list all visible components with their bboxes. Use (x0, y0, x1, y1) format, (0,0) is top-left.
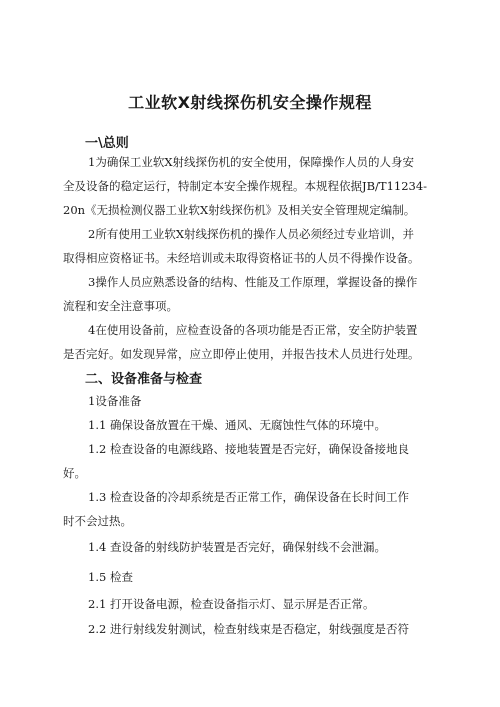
document-title: 工业软X射线探伤机安全操作规程 (128, 93, 372, 112)
paragraph-line: 1.2 检查设备的电源线路、接地装置是否完好，确保设备接地良 (88, 442, 409, 456)
paragraph-line: 好。 (63, 466, 86, 480)
paragraph-line: 2.1 打开设备电源，检查设备指示灯、显示屏是否正常。 (88, 597, 375, 611)
paragraph-line: 时不会过热。 (63, 514, 132, 528)
paragraph-line: 20n《无损检测仪器工业软X射线探伤机》及相关安全管理规定编制。 (63, 203, 416, 217)
section-heading-equipment: 二、设备准备与检查 (85, 372, 203, 387)
paragraph-line: 1.4 查设备的射线防护装置是否完好，确保射线不会泄漏。 (88, 540, 386, 554)
paragraph-line: 1.3 检查设备的冷却系统是否正常工作，确保设备在长时间工作 (88, 490, 409, 504)
paragraph-line: 1.1 确保设备放置在干燥、通风、无腐蚀性气体的环境中。 (88, 418, 386, 432)
paragraph-line: 1.5 检查 (88, 570, 133, 584)
paragraph-line: 全及设备的稳定运行，特制定本安全操作规程。本规程依据JB/T11234- (63, 179, 428, 193)
paragraph-line: 2.2 进行射线发射测试，检查射线束是否稳定，射线强度是否符 (88, 622, 409, 636)
paragraph-line: 3操作人员应熟悉设备的结构、性能及工作原理，掌握设备的操作 (88, 275, 418, 289)
paragraph-line: 取得相应资格证书。未经培训或未取得资格证书的人员不得操作设备。 (63, 251, 420, 265)
paragraph-line: 2所有使用工业软X射线探伤机的操作人员必须经过专业培训，并 (88, 227, 415, 241)
section-heading-general: 一\总则 (85, 136, 129, 151)
paragraph-line: 1设备准备 (88, 394, 142, 408)
paragraph-line: 1为确保工业软X射线探伤机的安全使用，保障操作人员的人身安 (88, 155, 415, 169)
paragraph-line: 流程和安全注意事项。 (63, 299, 178, 313)
paragraph-line: 4在使用设备前，应检查设备的各项功能是否正常，安全防护装置 (88, 323, 418, 337)
paragraph-line: 是否完好。如发现异常，应立即停止使用，并报告技术人员进行处理。 (63, 347, 420, 361)
